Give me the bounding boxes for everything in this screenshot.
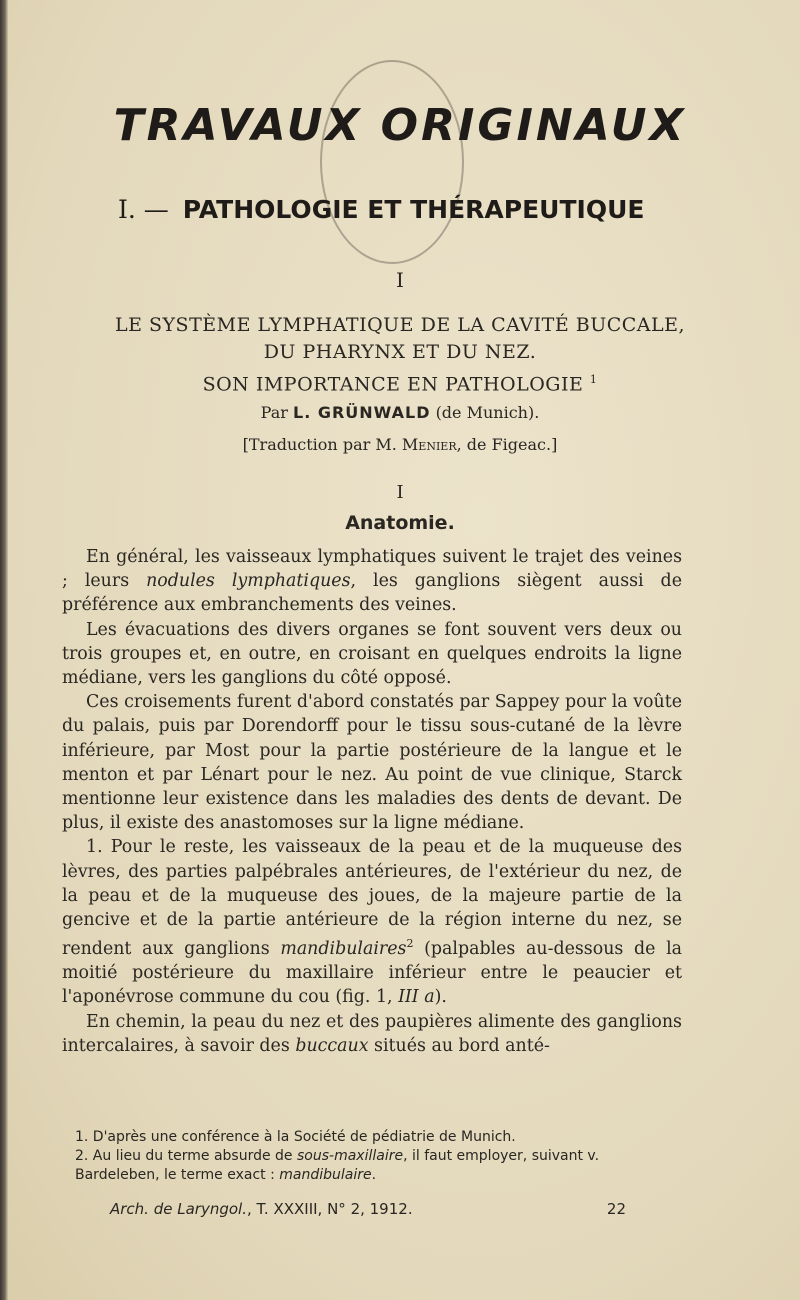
footnote-2-text-a: 2. Au lieu du terme absurde de — [75, 1148, 297, 1164]
author-suffix: (de Munich). — [435, 403, 540, 422]
journal-citation — [110, 1200, 413, 1218]
footnote-1: 1. D'après une conférence à la Société de pédiatrie de Munich. — [75, 1129, 516, 1145]
article-title-line3: SON IMPORTANCE EN PATHOLOGIE — [202, 373, 584, 396]
footnote-ref-1: 1 — [589, 373, 598, 386]
author-line — [0, 403, 800, 422]
translator-line — [0, 435, 800, 454]
paragraph-5 — [62, 1010, 682, 1058]
chapter-title: Anatomie. — [345, 512, 455, 534]
article-title-line1: LE SYSTÈME LYMPHATIQUE DE LA CAVITÉ BUCCALE, — [114, 314, 686, 336]
footnote-2-text-b: , il faut employer, suivant v. Bardeleben, le terme exact : — [75, 1148, 600, 1183]
paragraph-4-text-b: (palpables au-dessous de la moitié postérieure du maxillaire inférieur entre le peaucier et l'aponévrose commune du cou (fig. 1, — [62, 939, 682, 1008]
paragraph-4-text-a: 1. Pour le reste, les vaisseaux de la peau et de la muqueuse des lèvres, des parties palpébrales antérieures, de l'extérieur du nez, de la peau et de la muqueuse des joues, de la majeure partie de la gencive et de la partie antérieure de la région interne du nez, se rendent aux ganglions — [62, 837, 682, 960]
paragraph-5-text-a: En chemin, la peau du nez et des paupières alimente des ganglions intercalaires, à savoir des — [62, 1011, 682, 1056]
paragraph-4-text-c: ). — [434, 987, 447, 1008]
paragraph-5-text-b: situés au bord anté- — [368, 1035, 550, 1056]
author-prefix: Par — [260, 403, 288, 422]
footnote-2-emphasis-2: mandibulaire — [279, 1167, 372, 1183]
footnote-2-text-c: . — [371, 1167, 377, 1183]
section-title: PATHOLOGIE ET THÉRAPEUTIQUE — [182, 195, 645, 224]
article-title — [0, 312, 800, 398]
paragraph-2: Les évacuations des divers organes se font souvent vers deux ou trois groupes et, en outre, en croisant en quelques endroits la ligne médiane, vers les ganglions du côté opposé. — [62, 619, 682, 689]
footnote-ref-2: 2 — [406, 937, 414, 951]
library-stamp — [320, 60, 464, 264]
paragraph-4-figure-ref: III a — [398, 987, 435, 1008]
article-body — [62, 545, 682, 1058]
translator-suffix: , de Figeac.] — [456, 435, 558, 454]
paragraph-4 — [62, 835, 682, 1009]
paragraph-1-text-b: , les ganglions siègent aussi de préférence aux embranchements des veines. — [62, 571, 682, 616]
paragraph-1-emphasis: nodules lymphatiques — [146, 571, 351, 592]
section-heading — [118, 195, 718, 224]
footnote-2-emphasis: sous-maxillaire — [297, 1148, 404, 1164]
paragraph-1-text-a: En général, les vaisseaux lymphatiques suivent le trajet des veines ; leurs — [62, 547, 682, 592]
section-number: I. — — [118, 195, 169, 224]
page-number: 22 — [606, 1200, 626, 1218]
footnotes — [75, 1128, 685, 1185]
page-footer — [110, 1200, 626, 1218]
paragraph-5-emphasis: buccaux — [295, 1035, 369, 1056]
author-name: L. GRÜNWALD — [293, 403, 431, 422]
paragraph-3: Ces croisements furent d'abord constatés par Sappey pour la voûte du palais, puis par Dorendorff pour le tissu sous-cutané de la lèvre inférieure, par Most pour la partie postérieure de la langue et le menton et par Lénart pour le nez. Au point de vue clinique, Starck mentionne leur existence dans les maladies des dents de devant. De plus, il existe des anastomoses sur la ligne médiane. — [62, 692, 682, 834]
article-number: I — [396, 268, 404, 292]
journal-volume: , T. XXXIII, N° 2, 1912. — [246, 1200, 413, 1218]
translator-name: Menier — [401, 435, 457, 454]
footnote-2 — [75, 1147, 685, 1185]
chapter-number: I — [396, 482, 404, 503]
journal-name: Arch. de Laryngol. — [110, 1200, 247, 1218]
paragraph-4-emphasis: mandibulaires — [280, 939, 407, 960]
article-title-line2: DU PHARYNX ET DU NEZ. — [263, 341, 537, 363]
paragraph-1 — [62, 545, 682, 618]
translator-prefix: [Traduction par M. — [242, 435, 397, 454]
masthead-title: TRAVAUX ORIGINAUX — [113, 100, 687, 151]
page-spine-shadow — [0, 0, 8, 1300]
